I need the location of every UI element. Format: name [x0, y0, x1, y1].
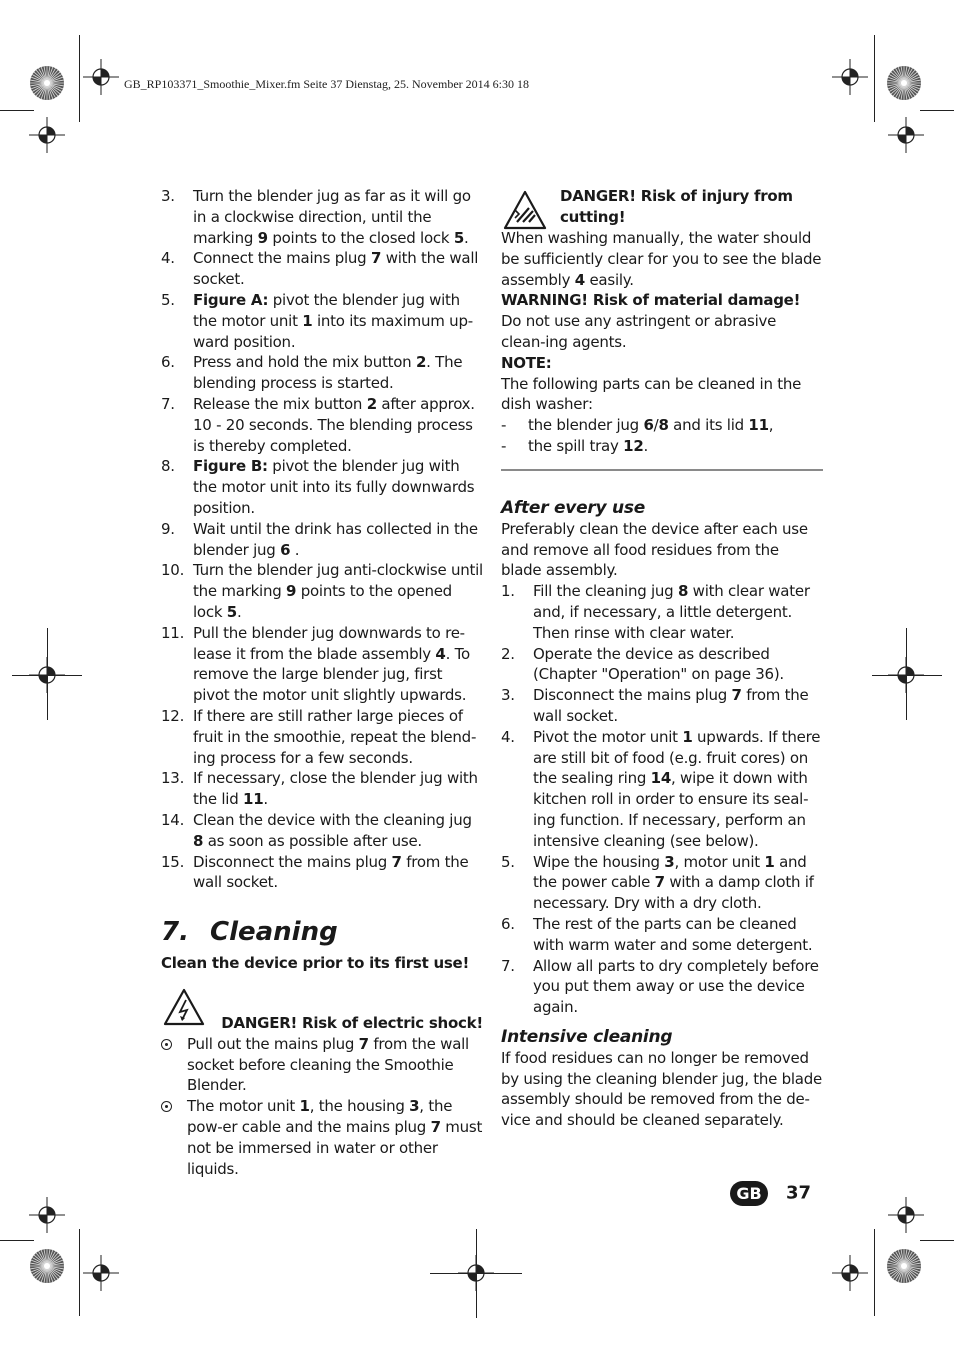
text-run: pivot the blender jug with the motor unit into its fully downwards position. [193, 457, 475, 517]
list-item [501, 956, 823, 1018]
language-badge: GB [730, 1181, 768, 1206]
bold-reference: 5 [453, 228, 465, 247]
crosshair-mark [888, 117, 924, 153]
after-use-steps [501, 581, 823, 1018]
list-item [501, 914, 823, 956]
text-run: Pivot the motor unit [533, 727, 683, 746]
electric-warning-icon [163, 988, 205, 1032]
text-run: from the wall socket. [533, 686, 809, 725]
dash-marker: - [501, 436, 507, 455]
list-item [161, 186, 483, 248]
crop-line [0, 1240, 34, 1241]
step-number: 5. [161, 290, 175, 309]
bold-reference: 11 [243, 790, 264, 809]
text-run: . [643, 436, 649, 455]
manual-wash-paragraph [501, 228, 823, 290]
list-item [501, 727, 823, 852]
bold-reference: 8 [658, 416, 669, 435]
crop-line [874, 1229, 875, 1316]
list-item [501, 685, 823, 727]
dishwasher-item [501, 436, 823, 457]
bold-reference: 3 [409, 1097, 420, 1116]
crop-line [906, 628, 907, 720]
crosshair-mark [83, 59, 119, 95]
list-item [161, 394, 483, 456]
text-run: . [290, 540, 300, 559]
cut-warning-icon [503, 190, 547, 236]
crop-line [79, 35, 80, 122]
list-item [161, 248, 483, 290]
operation-steps-list [161, 186, 483, 893]
crop-line [0, 110, 34, 111]
dishwasher-item [501, 415, 823, 436]
step-number: 5. [501, 852, 515, 871]
list-item [501, 581, 823, 643]
list-item [161, 560, 483, 622]
step-number: 7. [161, 394, 175, 413]
page-number: 37 [786, 1182, 812, 1204]
after-use-intro: Preferably clean the device after each use and remove all food residues from the blade assembly. [501, 519, 808, 580]
text-run: When washing manually, the water should be sufficiently clear for you to see the blade assembly [501, 229, 822, 289]
header-file-line: GB_RP103371_Smoothie_Mixer.fm Seite 37 Dienstag, 25. November 2014 6:30 18 [124, 77, 529, 91]
text-run: and its lid [668, 416, 749, 435]
text-run: Wait until the drink has collected in the blender jug [193, 519, 478, 559]
bold-reference: 7 [731, 686, 742, 705]
circle-bullet-icon [161, 1039, 172, 1050]
crop-line [874, 35, 875, 122]
text-run: The motor unit [187, 1097, 300, 1116]
section-number: 7. [161, 917, 189, 948]
step-number: 12. [161, 706, 185, 725]
text-run: Operate the device as described (Chapter "Operation" on page 36). [533, 644, 784, 684]
danger-cut-box [501, 186, 823, 228]
crosshair-mark [29, 117, 65, 153]
crop-line [47, 628, 48, 720]
text-run: the blender jug [528, 416, 644, 435]
crosshair-mark [29, 1197, 65, 1233]
text-run: upwards. If there are still bit of food (e.g. fruit cores) on the sealing ring [533, 727, 821, 788]
bold-reference: Figure B: [193, 457, 268, 476]
bullet-item [161, 1034, 483, 1096]
bold-reference: 11 [748, 416, 769, 435]
warning-heading: WARNING! Risk of material damage! [501, 291, 801, 310]
step-number: 3. [501, 686, 515, 705]
bold-reference: Figure A: [193, 290, 269, 309]
list-item [501, 644, 823, 686]
section-heading-cleaning [161, 917, 483, 947]
bold-reference: 7 [391, 852, 402, 871]
crop-line [79, 1229, 80, 1316]
text-run: If necessary, close the blender jug with the lid [193, 769, 478, 809]
bold-reference: 4 [435, 644, 446, 663]
after-use-heading: After every use [501, 497, 646, 518]
cleaning-bullets [161, 1034, 483, 1180]
warning-text: Do not use any astringent or abrasive clean-ing agents. [501, 312, 777, 351]
text-run: into its maximum up-ward position. [193, 311, 473, 351]
list-item [161, 810, 483, 852]
text-run: Fill the cleaning jug [533, 582, 678, 601]
bold-reference: 9 [286, 582, 297, 601]
text-run: and the power cable [533, 852, 807, 892]
bold-reference: 3 [664, 852, 675, 871]
text-run: from the wall socket before cleaning the Smoothie Blender. [187, 1034, 469, 1095]
text-run: with a damp cloth if necessary. Dry with a dry cloth. [533, 873, 814, 913]
bold-reference: 8 [193, 831, 204, 850]
text-run: , wipe it down with kitchen roll in order to ensure its seal-ing function. If necessary, perform an intensive cleaning (see below). [533, 769, 809, 850]
danger-cut-text: DANGER! Risk of injury from cutting! [560, 187, 793, 226]
step-number: 3. [161, 187, 175, 205]
bold-reference: 1 [682, 727, 693, 746]
step-number: 7. [501, 956, 515, 975]
text-run: . [464, 228, 469, 247]
step-number: 9. [161, 519, 175, 538]
bold-reference: 1 [764, 852, 775, 871]
text-run: with the wall socket. [193, 249, 479, 289]
text-run: Press and hold the mix button [193, 353, 416, 372]
text-run: . The blending process is started. [193, 353, 463, 393]
crosshair-mark [832, 59, 868, 95]
text-run: , [768, 416, 774, 435]
step-number: 6. [161, 353, 175, 372]
text-run: Allow all parts to dry completely before you put them away or use the device again. [533, 956, 819, 1017]
crop-line [872, 675, 942, 676]
bold-reference: 7 [654, 873, 665, 892]
bold-reference: 4 [574, 270, 585, 289]
left-column [161, 186, 483, 1179]
text-run: Wipe the housing [533, 852, 665, 871]
crop-line [920, 110, 954, 111]
crop-line [476, 1229, 477, 1318]
text-run: . [236, 602, 242, 621]
text-run: Pull out the mains plug [187, 1034, 359, 1053]
crosshair-mark [83, 1255, 119, 1291]
list-item [161, 290, 483, 352]
list-item [161, 768, 483, 810]
step-number: 11. [161, 623, 185, 642]
list-item [161, 352, 483, 394]
circle-bullet-icon [161, 1101, 172, 1112]
crosshair-mark [888, 1197, 924, 1233]
text-run: easily. [584, 270, 634, 289]
text-run: with clear water and, if necessary, a little detergent. Then rinse with clear water. [533, 582, 810, 642]
text-run: Clean the device with the cleaning jug [193, 810, 472, 829]
step-number: 15. [161, 852, 185, 871]
text-run: Turn the blender jug anti-clockwise until the marking [193, 561, 483, 601]
text-run: If there are still rather large pieces of fruit in the smoothie, repeat the blend-ing process for a few seconds. [193, 706, 477, 767]
text-run: as soon as possible after use. [203, 831, 422, 850]
bold-reference: 7 [430, 1118, 441, 1137]
bold-reference: 1 [302, 311, 313, 330]
bold-reference: 5 [226, 602, 237, 621]
danger-electric-box [161, 988, 483, 1034]
step-number: 6. [501, 914, 515, 933]
step-number: 8. [161, 457, 175, 476]
text-run: / [653, 416, 659, 435]
text-run: points to the closed lock [267, 228, 454, 247]
color-wheel-mark [29, 65, 65, 101]
text-run: points to the opened lock [193, 582, 452, 621]
crop-line [920, 1240, 954, 1241]
text-run: Release the mix button [193, 394, 367, 413]
bold-reference: 9 [257, 228, 268, 247]
text-run: , the pow-er cable and the mains plug [187, 1097, 453, 1137]
step-number: 10. [161, 561, 185, 580]
bold-reference: 2 [415, 353, 427, 372]
intensive-cleaning-text: If food residues can no longer be removed by using the cleaning blender jug, the blade assembly should be removed from the de-vice and should be cleaned separately. [501, 1048, 822, 1130]
text-run: . [263, 790, 268, 809]
list-item [161, 852, 483, 894]
text-run: from the wall socket. [193, 852, 469, 892]
bold-reference: 7 [358, 1034, 369, 1053]
bold-reference: 14 [650, 769, 672, 788]
crosshair-mark [832, 1255, 868, 1291]
text-run: The rest of the parts can be cleaned with warm water and some detergent. [533, 914, 813, 954]
text-run: Pull the blender jug downwards to re-lease it from the blade assembly [193, 623, 465, 663]
list-item [161, 623, 483, 706]
list-item [161, 519, 483, 561]
bold-reference: 8 [677, 582, 689, 601]
text-run: the spill tray [528, 436, 624, 455]
step-number: 4. [161, 249, 175, 268]
color-wheel-mark [886, 1248, 922, 1284]
section-title: Cleaning [210, 917, 338, 948]
section-divider [501, 469, 823, 471]
bullet-item [161, 1096, 483, 1179]
text-run: . To remove the large blender jug, first pivot the motor unit slightly upwards. [193, 644, 470, 705]
intensive-cleaning-heading: Intensive cleaning [501, 1026, 673, 1047]
bold-reference: 6 [280, 540, 291, 559]
first-use-notice: Clean the device prior to its first use! [161, 954, 470, 973]
danger-electric-text: DANGER! Risk of electric shock! [221, 1014, 483, 1033]
list-item [161, 706, 483, 768]
dishwasher-list [501, 415, 823, 457]
step-number: 14. [161, 810, 185, 829]
text-run: Disconnect the mains plug [533, 686, 732, 705]
text-run: Connect the mains plug [193, 249, 371, 268]
text-run: , motor unit [674, 852, 765, 871]
list-item [501, 852, 823, 914]
step-number: 2. [501, 644, 515, 663]
bold-reference: 7 [370, 249, 382, 268]
bold-reference: 6 [643, 416, 654, 435]
text-run: , the housing [309, 1097, 410, 1116]
page-footer [730, 1181, 811, 1206]
text-run: after approx. 10 - 20 seconds. The blending process is thereby completed. [193, 394, 475, 455]
bold-reference: 1 [299, 1097, 310, 1116]
text-run: Turn the blender jug as far as it will go in a clockwise direction, until the marking [193, 187, 471, 247]
text-run: pivot the blender jug with the motor unit [193, 290, 460, 330]
color-wheel-mark [886, 65, 922, 101]
color-wheel-mark [29, 1248, 65, 1284]
text-run: must not be immersed in water or other liquids. [187, 1118, 483, 1178]
dash-marker: - [501, 416, 507, 435]
step-number: 13. [161, 769, 185, 788]
list-item [161, 456, 483, 518]
text-run: Disconnect the mains plug [193, 852, 392, 871]
note-label: NOTE: [501, 353, 552, 372]
note-text: The following parts can be cleaned in the dish washer: [501, 374, 802, 414]
step-number: 1. [501, 582, 515, 601]
bold-reference: 12 [623, 436, 644, 455]
step-number: 4. [501, 727, 515, 746]
right-column [501, 186, 823, 1131]
bold-reference: 2 [366, 394, 377, 413]
